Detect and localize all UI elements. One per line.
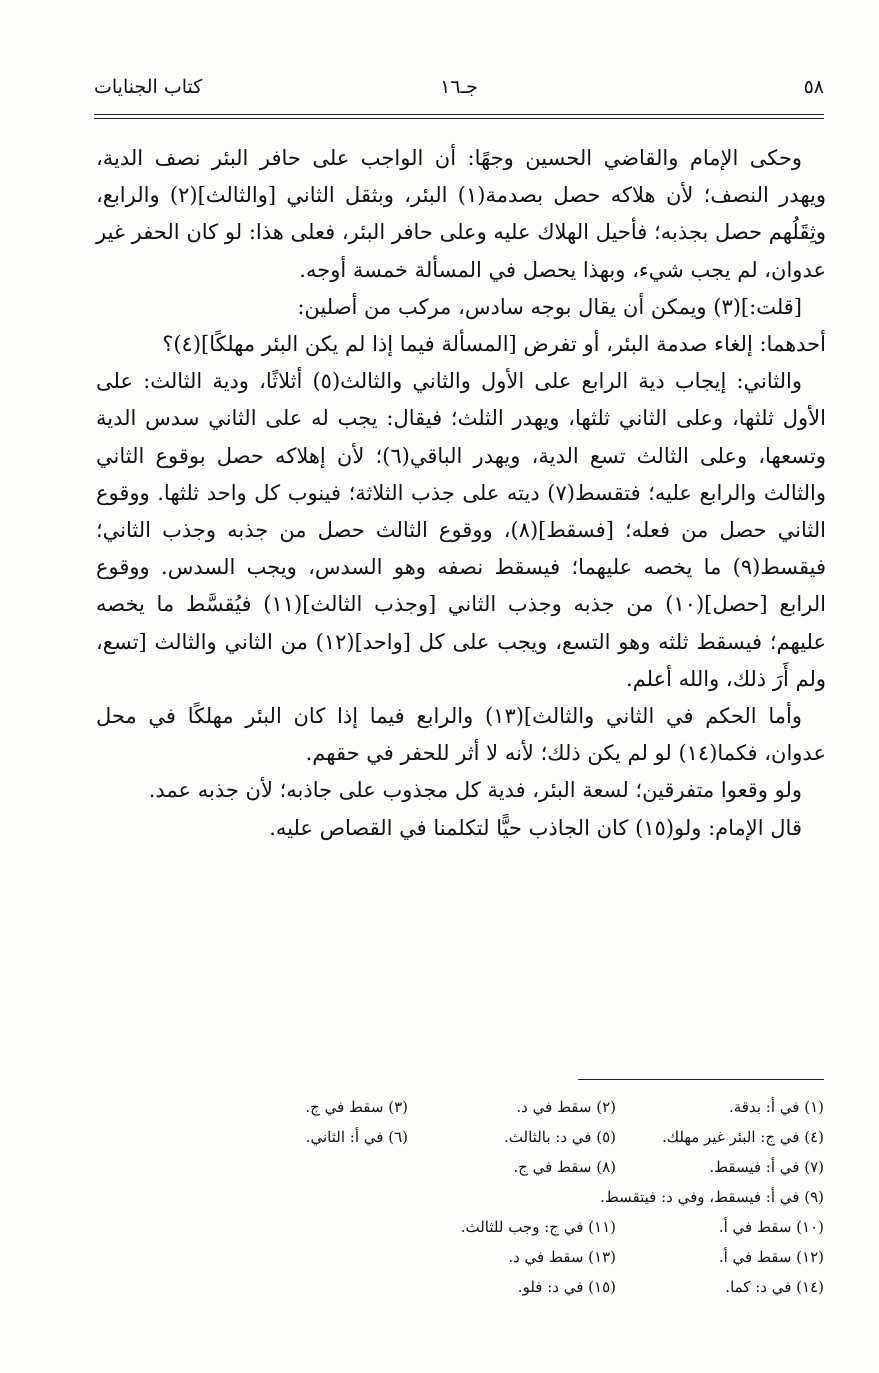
footnote-4: (٤) في ج: البئر غير مهلك.: [661, 1128, 824, 1146]
footnote-row: [200, 1152, 824, 1182]
paragraph: والثاني: إيجاب دية الرابع على الأول والثاني والثالث(٥) أثلاثًا، ودية الثالث: على الأول ثلثها، وعلى الثاني ثلثها، ويهدر الثلث؛ فيقال: يجب له على الثاني سدس الدية وتسعها، وعلى الثالث تسع الدية، ويهدر الباقي(٦)؛ لأن إهلاكه حصل بوقوع الثاني والثالث والرابع عليه؛ فتقسط(٧) ديته على جذب الثلاثة؛ فينوب كل واحد ثلثها. ووقوع الثاني حصل من فعله؛ [فسقط](٨)، ووقوع الثالث حصل من جذبه وجذب الثاني؛ فيقسط(٩) ما يخصه عليهما؛ فيسقط نصفه وهو السدس، ويجب السدس. ووقوع الرابع [حصل](١٠) من جذبه وجذب الثاني [وجذب الثالث](١١) فيُقسَّط ما يخصه عليهم؛ فيسقط ثلثه وهو التسع، ويجب على كل [واحد](١٢) من الثاني والثالث [تسع، ولم أَرَ ذلك، والله أعلم.: [96, 369, 827, 691]
footnote-row: [200, 1092, 824, 1122]
footnote-15: (١٥) في د: فلو.: [517, 1278, 616, 1296]
paragraph: وأما الحكم في الثاني والثالث](١٣) والرابع فيما إذا كان البئر مهلكًا في محل عدوان، فكما(١٤) لو لم يكن ذلك؛ لأنه لا أثر للحفر في حقهم.: [96, 704, 826, 766]
header-rule: [94, 114, 824, 115]
footnote-10: (١٠) سقط في أ.: [718, 1218, 824, 1236]
footnote-row: [200, 1182, 824, 1212]
footnote-12: (١٢) سقط في أ.: [718, 1248, 824, 1266]
footnote-11: (١١) في ج: وجب للثالث.: [460, 1218, 616, 1236]
footnote-row: [200, 1242, 824, 1272]
paragraph: [قلت:](٣) ويمكن أن يقال بوجه سادس، مركب من أصلين:: [297, 294, 802, 319]
footnote-3: (٣) سقط في ج.: [305, 1098, 408, 1116]
paragraph: أحدهما: إلغاء صدمة البئر، أو تفرض [المسألة فيما إذا لم يكن البئر مهلكًا](٤)؟: [162, 332, 826, 357]
page-header: [94, 76, 824, 110]
footnote-row: [200, 1272, 824, 1302]
page-number: ٥٨: [803, 76, 824, 98]
footnotes: [200, 1092, 824, 1302]
footnote-9: (٩) في أ: فيسقط، وفي د: فيتقسط.: [600, 1188, 824, 1206]
volume-label: جـ١٦: [440, 76, 478, 98]
footnote-1: (١) في أ: بدقة.: [728, 1098, 824, 1116]
paragraph: وحكى الإمام والقاضي الحسين وجهًا: أن الواجب على حافر البئر نصف الدية، ويهدر النصف؛ لأن هلاكه حصل بصدمة(١) البئر، وبثقل الثاني [والثالث](٢) والرابع، وثِقَلُهم حصل بجذبه؛ فأحيل الهلاك عليه وعلى حافر البئر، فعلى هذا: لو كان الحفر غير عدوان، لم يجب شيء، وبهذا يحصل في المسألة خمسة أوجه.: [96, 146, 826, 282]
book-title: كتاب الجنايات: [94, 76, 203, 98]
footnote-2: (٢) سقط في د.: [516, 1098, 616, 1116]
footnote-5: (٥) في د: بالثالث.: [504, 1128, 616, 1146]
footnote-13: (١٣) سقط في د.: [508, 1248, 616, 1266]
paragraph: ولو وقعوا متفرقين؛ لسعة البئر، فدية كل مجذوب على جاذبه؛ لأن جذبه عمد.: [148, 778, 802, 803]
footnote-8: (٨) سقط في ج.: [513, 1158, 616, 1176]
footnote-row: [200, 1122, 824, 1152]
footnote-14: (١٤) في د: كما.: [725, 1278, 824, 1296]
footnote-row: [200, 1212, 824, 1242]
header-rule-second: [94, 118, 824, 119]
main-text: [96, 140, 826, 847]
footnote-rule: [578, 1079, 824, 1080]
footnote-6: (٦) في أ: الثاني.: [305, 1128, 408, 1146]
footnote-7: (٧) في أ: فيسقط.: [709, 1158, 824, 1176]
paragraph: قال الإمام: ولو(١٥) كان الجاذب حيًّا لتكلمنا في القصاص عليه.: [269, 815, 802, 840]
